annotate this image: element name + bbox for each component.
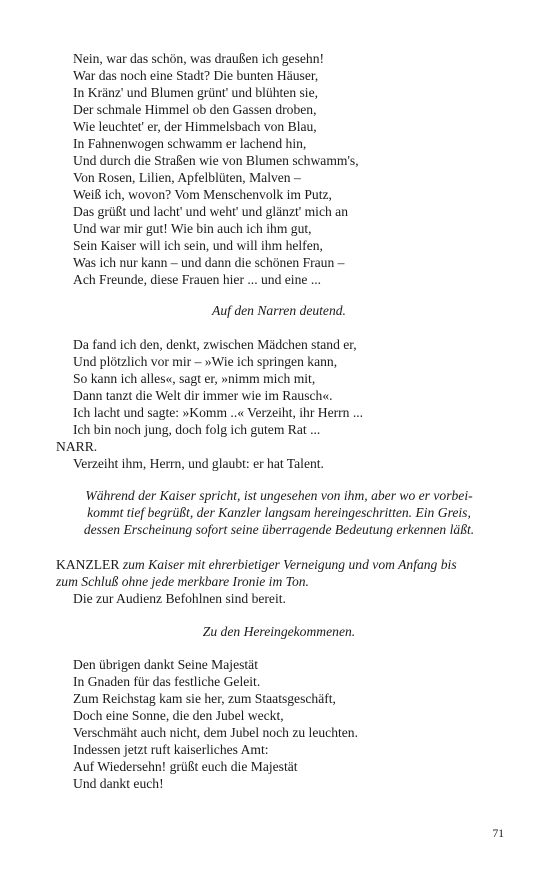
verse-line: Da fand ich den, denkt, zwischen Mädchen stand er, [73,337,357,352]
verse-line: Die zur Audienz Befohlnen sind bereit. [73,591,286,606]
stage-direction: Zu den Hereingekommenen. [202,624,356,639]
verse-line: Das grüßt und lacht' und weht' und glänzt' mich an [73,204,349,219]
stage-direction-inline: zum Schluß ohne jede merkbare Ironie im Ton. [56,574,309,589]
verse-line: In Fahnenwogen schwamm er lachend hin, [73,136,307,151]
verse-line: Ich bin noch jung, doch folg ich gutem Rat ... [73,422,321,437]
verse-line: Nein, war das schön, was draußen ich gesehn! [73,51,325,66]
page-number: 71 [492,828,504,840]
stage-direction-line: Während der Kaiser spricht, ist ungesehen von ihm, aber wo er vorbei- [85,488,473,503]
stage-direction-inline: zum Kaiser mit ehrerbietiger Verneigung und vom Anfang bis [122,557,457,572]
verse-line: Was ich nur kann – und dann die schönen Fraun – [73,255,345,270]
verse-block-1 [56,50,506,288]
verse-line: Auf Wiedersehn! grüßt euch die Majestät [73,759,298,774]
verse-line: Der schmale Himmel ob den Gassen droben, [73,102,317,117]
stage-direction-block [56,487,502,538]
verse-line: Verzeiht ihm, Herrn, und glaubt: er hat Talent. [73,456,324,471]
verse-line: Und plötzlich vor mir – »Wie ich springen kann, [73,354,338,369]
verse-line: War das noch eine Stadt? Die bunten Häuser, [73,68,319,83]
stage-direction: Auf den Narren deutend. [212,303,346,318]
verse-line: So kann ich alles«, sagt er, »nimm mich mit, [73,371,316,386]
verse-line: Von Rosen, Lilien, Apfelblüten, Malven – [73,170,301,185]
verse-line: Dann tanzt die Welt dir immer wie im Rausch«. [73,388,333,403]
verse-line: Und war mir gut! Wie bin auch ich ihm gut, [73,221,312,236]
verse-line: In Kränz' und Blumen grünt' und blühten sie, [73,85,319,100]
verse-line: Und dankt euch! [73,776,164,791]
stage-direction-line: dessen Erscheinung sofort seine überragende Bedeutung erkennen läßt. [83,522,475,537]
speaker-name: KANZLER [56,557,120,572]
verse-line: Verschmäht auch nicht, dem Jubel noch zu leuchten. [73,725,358,740]
speaker-name: NARR. [56,439,98,454]
kanzler-speech [56,556,506,607]
verse-line: Den übrigen dankt Seine Majestät [73,657,258,672]
verse-line: Zum Reichstag kam sie her, zum Staatsgeschäft, [73,691,336,706]
verse-block-2 [56,336,506,438]
verse-line: In Gnaden für das festliche Geleit. [73,674,261,689]
stage-direction-line: kommt tief begrüßt, der Kanzler langsam hereingeschritten. Ein Greis, [87,505,471,520]
verse-block-3 [56,656,506,792]
verse-line: Und durch die Straßen wie von Blumen schwamm's, [73,153,359,168]
verse-line: Wie leuchtet' er, der Himmelsbach von Blau, [73,119,317,134]
narr-speech [56,438,506,472]
verse-line: Sein Kaiser will ich sein, und will ihm helfen, [73,238,323,253]
verse-line: Indessen jetzt ruft kaiserliches Amt: [73,742,269,757]
verse-line: Doch eine Sonne, die den Jubel weckt, [73,708,284,723]
speaker-line [56,556,506,573]
verse-line: Ach Freunde, diese Frauen hier ... und eine ... [73,272,322,287]
verse-line: Ich lacht und sagte: »Komm ..« Verzeiht, ihr Herrn ... [73,405,364,420]
verse-line: Weiß ich, wovon? Vom Menschenvolk im Putz, [73,187,332,202]
